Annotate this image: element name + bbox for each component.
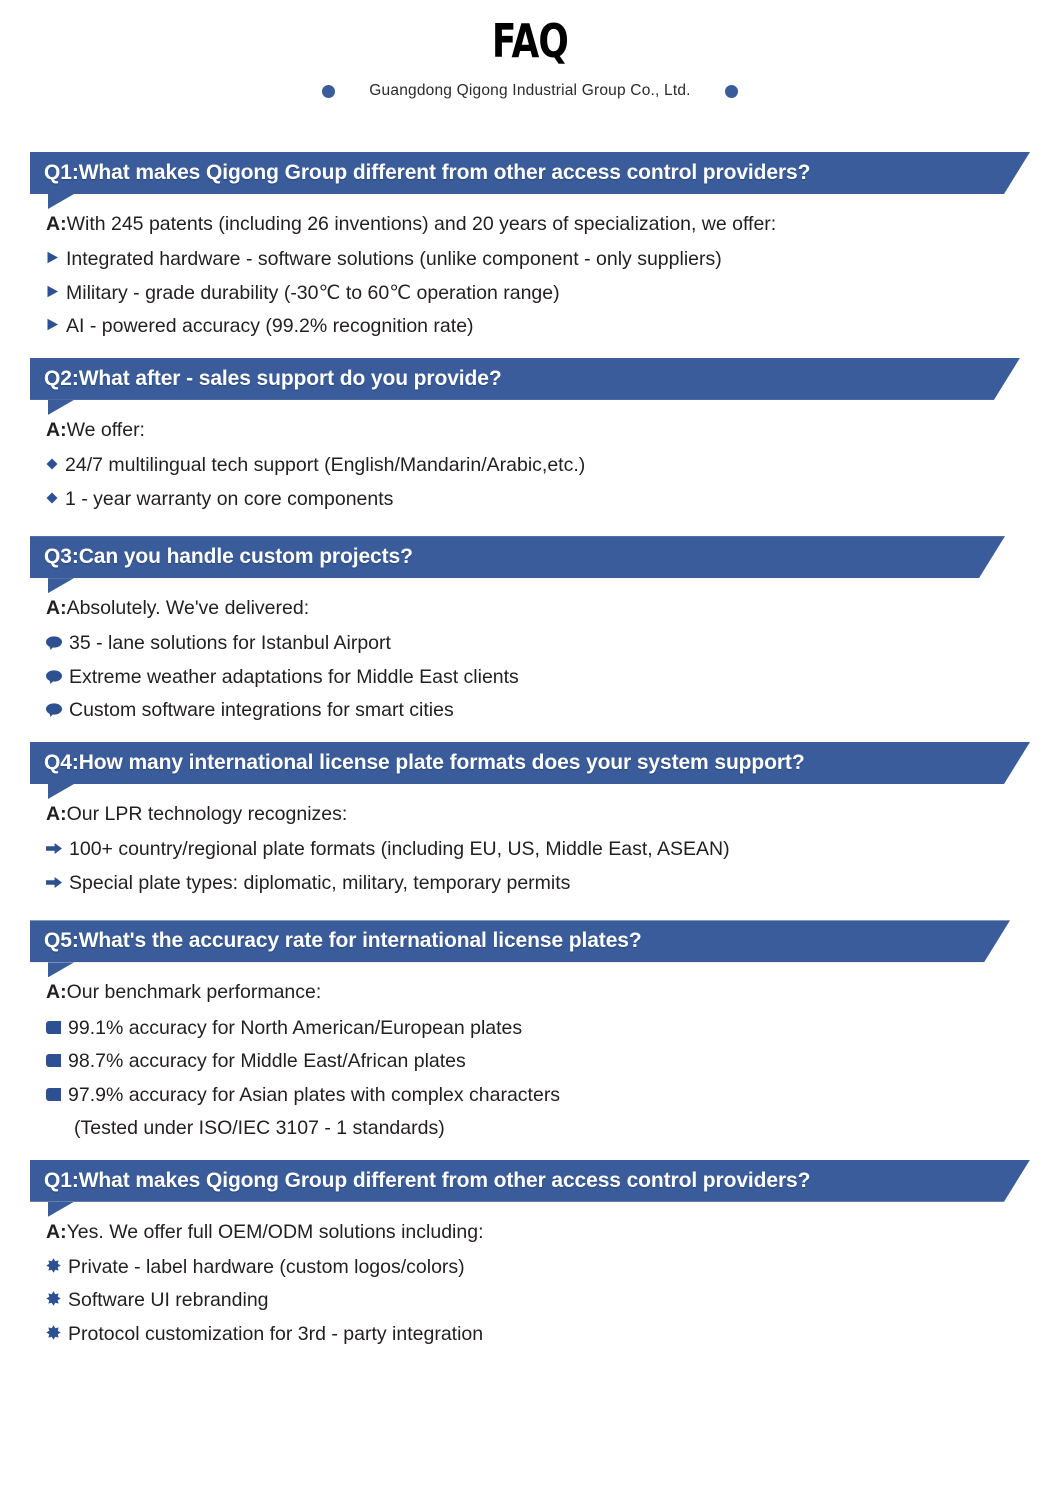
flower-bullet-icon: [46, 1291, 61, 1310]
faq-item-1: [0, 152, 1060, 358]
question-banner[interactable]: [30, 1160, 1060, 1202]
section-spacer: [0, 1352, 1060, 1372]
list-item-text: Protocol customization for 3rd - party integration: [68, 1323, 484, 1345]
answer-bullet-list: [46, 243, 1060, 344]
faq-item-5: [0, 920, 1060, 1159]
answer-body: [0, 400, 1060, 516]
flag-bullet-icon: [46, 1088, 61, 1105]
section-spacer: [0, 728, 1060, 742]
list-item-text: Military - grade durability (-30℃ to 60℃ operation range): [66, 281, 560, 304]
question-text: Q2:What after - sales support do you provide?: [44, 366, 502, 390]
answer-body: [0, 578, 1060, 728]
speech-bubble-bullet-icon: [46, 703, 62, 720]
page-header: [0, 0, 1060, 100]
triangle-bullet-icon: [46, 285, 59, 301]
answer-prefix: A:: [46, 803, 67, 825]
list-item-text: 97.9% accuracy for Asian plates with complex characters: [68, 1083, 561, 1106]
question-banner[interactable]: [30, 152, 1060, 194]
diamond-bullet-icon: [46, 458, 58, 472]
page-title: FAQ: [491, 14, 569, 68]
faq-item-2: [0, 358, 1060, 536]
list-item-text: 99.1% accuracy for North American/European plates: [68, 1016, 523, 1039]
list-item: [46, 449, 1060, 483]
answer-lead: [46, 1218, 1060, 1247]
answer-body: [0, 784, 1060, 900]
bullet-dot-icon-left: [322, 85, 335, 98]
question-banner[interactable]: [30, 742, 1060, 784]
list-item-text: Custom software integrations for smart cities: [69, 699, 454, 722]
answer-lead-text: Yes. We offer full OEM/ODM solutions including:: [66, 1220, 484, 1243]
answer-note: (Tested under ISO/IEC 3107 - 1 standards): [74, 1117, 445, 1140]
speech-bubble-bullet-icon: [46, 670, 62, 687]
answer-prefix: A:: [46, 597, 67, 620]
triangle-bullet-icon: [46, 318, 59, 334]
list-item: [46, 1012, 1060, 1046]
list-item-text: Special plate types: diplomatic, military, temporary permits: [69, 871, 571, 894]
flag-bullet-icon: [46, 1021, 61, 1038]
list-item-text: 35 - lane solutions for Istanbul Airport: [69, 632, 391, 655]
answer-bullet-list: [46, 833, 1060, 900]
section-spacer: [0, 344, 1060, 358]
question-text: Q1:What makes Qigong Group different from other access control providers?: [44, 1168, 811, 1192]
company-subtitle-row: [0, 82, 1060, 100]
answer-bullet-list: [46, 627, 1060, 728]
answer-bullet-list: [46, 449, 1060, 516]
answer-lead-text: Our benchmark performance:: [66, 981, 322, 1004]
answer-prefix: A:: [46, 418, 67, 441]
question-text: Q1:What makes Qigong Group different from other access control providers?: [44, 161, 811, 184]
section-spacer: [0, 1146, 1060, 1160]
list-item-text: 1 - year warranty on core components: [65, 487, 394, 510]
section-spacer: [0, 900, 1060, 920]
list-item-text: 24/7 multilingual tech support (English/Mandarin/Arabic,etc.): [65, 454, 586, 477]
list-item: [46, 833, 1060, 867]
answer-lead-text: Our LPR technology recognizes:: [66, 803, 348, 825]
list-item-text: Software UI rebranding: [68, 1289, 269, 1312]
answer-lead-text: Absolutely. We've delivered:: [66, 597, 310, 620]
answer-lead-text: We offer:: [66, 418, 145, 441]
answer-lead: [46, 594, 1060, 623]
list-item: [46, 661, 1060, 695]
list-item-text: Integrated hardware - software solutions (unlike component - only suppliers): [66, 248, 722, 271]
answer-prefix: A:: [46, 213, 67, 235]
list-item-text: 100+ country/regional plate formats (including EU, US, Middle East, ASEAN): [69, 838, 730, 861]
list-item: [46, 694, 1060, 728]
faq-item-4: [0, 742, 1060, 920]
faq-item-3: [0, 536, 1060, 742]
answer-lead: [46, 978, 1060, 1007]
list-item: [46, 1284, 1060, 1318]
answer-bullet-list: [46, 1251, 1060, 1352]
answer-body: [0, 1202, 1060, 1352]
flower-bullet-icon: [46, 1325, 61, 1344]
faq-list: [0, 152, 1060, 1372]
answer-prefix: A:: [46, 981, 67, 1004]
list-item-text: AI - powered accuracy (99.2% recognition rate): [66, 315, 474, 338]
list-item: [46, 310, 1060, 344]
list-item: [46, 1318, 1060, 1352]
list-item: [46, 1079, 1060, 1113]
faq-item-6: [0, 1160, 1060, 1372]
answer-prefix: A:: [46, 1220, 67, 1243]
section-spacer: [0, 516, 1060, 536]
answer-lead: [46, 210, 1060, 239]
question-banner[interactable]: [30, 358, 1060, 400]
flag-bullet-icon: [46, 1054, 61, 1071]
question-text: Q5:What's the accuracy rate for international license plates?: [44, 929, 642, 953]
list-item: [46, 243, 1060, 277]
answer-body: [0, 962, 1060, 1145]
triangle-bullet-icon: [46, 251, 59, 267]
arrow-bullet-icon: [46, 841, 62, 858]
list-item: [46, 1045, 1060, 1079]
list-item: [46, 277, 1060, 311]
question-text: Q3:Can you handle custom projects?: [44, 545, 413, 569]
flower-bullet-icon: [46, 1258, 61, 1277]
answer-bullet-list: [46, 1012, 1060, 1113]
answer-lead: [46, 800, 1060, 829]
diamond-bullet-icon: [46, 492, 58, 506]
arrow-bullet-icon: [46, 875, 62, 892]
list-item-text: Extreme weather adaptations for Middle East clients: [69, 665, 519, 688]
list-item-text: 98.7% accuracy for Middle East/African plates: [68, 1050, 466, 1073]
answer-lead: [46, 416, 1060, 445]
bullet-dot-icon-right: [725, 85, 738, 98]
list-item: [46, 483, 1060, 517]
question-banner[interactable]: [30, 920, 1060, 962]
list-item: [46, 1251, 1060, 1285]
question-text: Q4:How many international license plate formats does your system support?: [44, 751, 805, 774]
list-item-text: Private - label hardware (custom logos/colors): [68, 1255, 465, 1278]
list-item: [46, 867, 1060, 901]
speech-bubble-bullet-icon: [46, 636, 62, 653]
answer-body: [0, 194, 1060, 344]
company-name: Guangdong Qigong Industrial Group Co., Ltd.: [369, 82, 691, 99]
list-item: [46, 627, 1060, 661]
answer-lead-text: With 245 patents (including 26 inventions) and 20 years of specialization, we offer:: [66, 213, 777, 235]
question-banner[interactable]: [30, 536, 1060, 578]
